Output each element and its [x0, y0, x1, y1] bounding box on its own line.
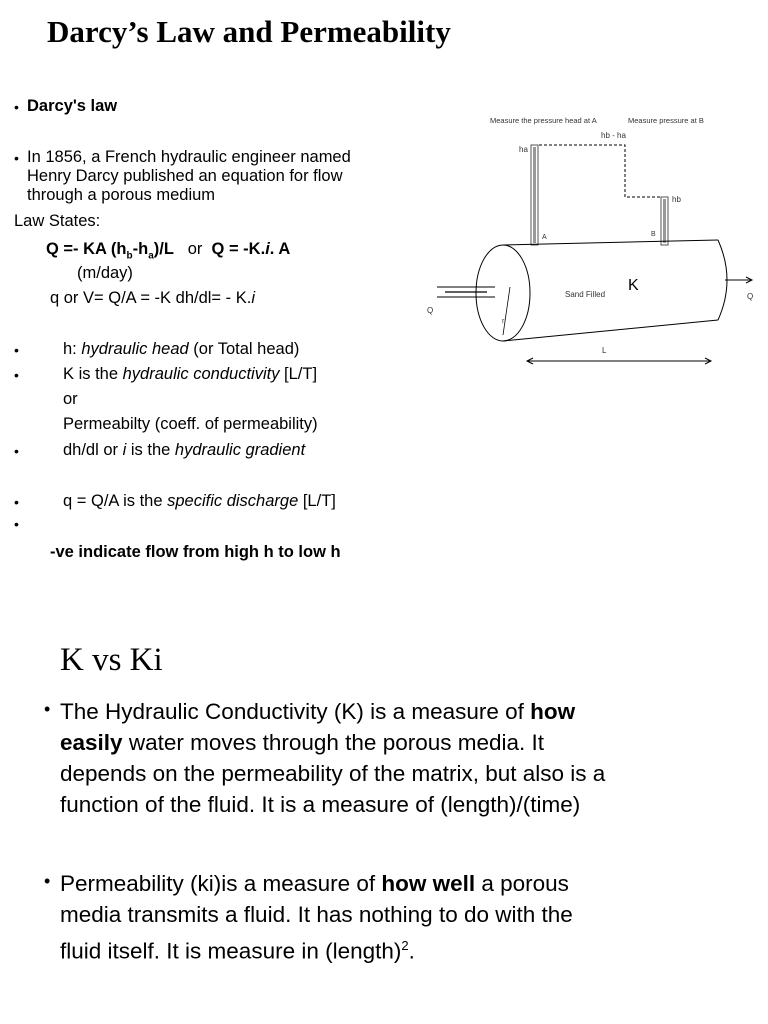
darcy-formula: Q =- KA $(h_b-h_a)/L$ or Q = -K.i. A [46, 240, 291, 262]
label-measure-a: Measure the pressure head at A [490, 116, 597, 125]
bullet-marker: • [14, 516, 19, 532]
law-states-label: Law States: [14, 212, 101, 230]
label-q-out: Q [747, 292, 754, 301]
definition-discharge: q = Q/A is the specific discharge [L/T] [63, 492, 336, 510]
label-head-difference: hb - ha [601, 131, 626, 140]
section-title-k-vs-ki: K vs Ki [60, 642, 163, 678]
history-line: Henry Darcy published an equation for flow [27, 167, 343, 185]
bullet-marker: • [14, 150, 19, 166]
label-sand: Sand Filled [565, 290, 606, 299]
bullet-marker: • [14, 342, 19, 358]
cylinder-inlet-face [476, 245, 530, 341]
definition-permeability: Permeabilty (coeff. of permeability) [63, 415, 318, 433]
label-ha: ha [519, 145, 528, 154]
darcy-heading: Darcy's law [27, 97, 118, 115]
bullet-marker: • [14, 443, 19, 459]
flow-direction-note: -ve indicate flow from high h to low h [50, 543, 341, 561]
definition-head: h: hydraulic head (or Total head) [63, 340, 300, 358]
permeability-paragraph: Permeability (ki)is a measure of how well a porous media transmits a fluid. It has nothing to do with the fluid itself. It is measure in (length)$^2$. [60, 871, 573, 964]
page-title: Darcy’s Law and Permeability [47, 14, 451, 49]
label-point-b: B [651, 231, 656, 238]
head-difference-line [539, 145, 661, 197]
bullet-marker: • [44, 699, 51, 719]
label-r: r [502, 318, 505, 325]
label-hb: hb [672, 195, 681, 204]
label-point-a: A [542, 234, 547, 241]
velocity-formula: q or V= Q/A = -K dh/dl= - K.i [50, 289, 255, 307]
radius-line [503, 287, 510, 335]
cylinder-bottom-edge [503, 320, 718, 341]
conductivity-paragraph: The Hydraulic Conductivity (K) is a measure of how easily water moves through the porous media. It depends on the permeability of the matrix, but also is a function of the fluid. It is a measure of (length)/(time) [60, 699, 606, 817]
units-label: (m/day) [77, 264, 133, 282]
bullet-marker: • [14, 367, 19, 383]
bullet-marker: • [14, 494, 19, 510]
water-column-a [533, 147, 536, 243]
label-k: K [628, 277, 639, 294]
definition-or: or [63, 390, 78, 408]
label-measure-b: Measure pressure at B [628, 116, 704, 125]
bullet-marker: • [14, 99, 19, 115]
darcy-apparatus-diagram [415, 105, 755, 375]
definition-conductivity: K is the hydraulic conductivity [L/T] [63, 365, 318, 383]
label-l: L [602, 346, 607, 355]
history-line: through a porous medium [27, 186, 216, 204]
definition-gradient: dh/dl or i is the hydraulic gradient [63, 441, 306, 459]
label-q-in: Q [427, 306, 434, 315]
water-column-b [663, 199, 666, 243]
bullet-marker: • [44, 871, 51, 891]
history-line: In 1856, a French hydraulic engineer named [27, 148, 351, 166]
